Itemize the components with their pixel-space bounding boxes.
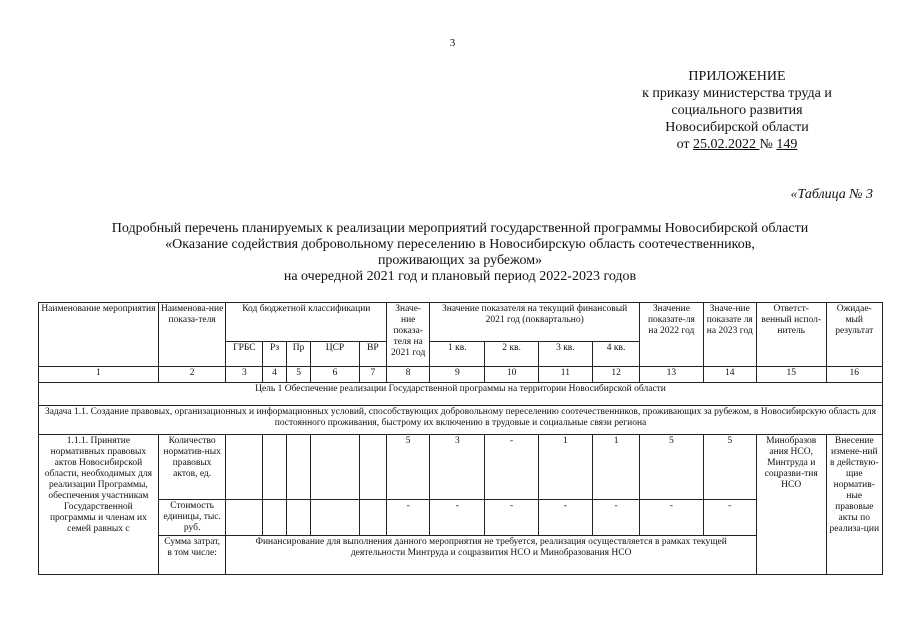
column-number: 13 [640,367,704,383]
title-line-2: «Оказание содействия добровольному переселению в Новосибирскую область соотечественников, [165,237,755,252]
approval-date-line [612,136,862,153]
subheader-q2: 2 кв. [485,342,538,367]
value-cell: 5 [703,435,756,500]
value-cell: 1 [593,435,640,500]
header-indicator-name: Наименова-ние показа-теля [158,303,226,367]
approval-line-3: социального развития [671,103,803,118]
column-number: 11 [538,367,592,383]
header-executor: Ответст-венный испол-нитель [756,303,826,367]
approval-number: 149 [776,137,798,152]
subheader-q4: 4 кв. [593,342,640,367]
empty-cell [359,435,387,500]
subheader-vr: ВР [359,342,387,367]
column-number: 8 [387,367,430,383]
value-cell: - [538,500,592,536]
column-number: 5 [286,367,311,383]
column-number: 1 [39,367,159,383]
empty-cell [226,435,263,500]
approval-line-4: Новосибирской области [665,120,809,135]
value-cell: 5 [387,435,430,500]
task-row: Задача 1.1. Создание правовых, организационных и информационных условий, способствующих добровольному переселению соотечественников, проживающих за рубежом, в Новосибирскую область для постоянного проживания, быстрому их включению в трудовые и социальные связи региона [39,406,883,435]
header-value-2021: Значе-ние показа-теля на 2021 год [387,303,430,367]
subheader-q3: 3 кв. [538,342,592,367]
subheader-csr: ЦСР [311,342,359,367]
value-cell: - [387,500,430,536]
header-event-name: Наименование мероприятия [39,303,159,367]
header-value-current: Значение показателя на текущий финансовый 2021 год (поквартально) [430,303,640,342]
indicator-cell: Количество норматив-ных правовых актов, ед. [158,435,226,500]
column-number: 16 [826,367,882,383]
header-value-2023: Значе-ние показате ля на 2023 год [703,303,756,367]
value-cell: - [485,435,538,500]
column-number: 15 [756,367,826,383]
header-value-2022: Значение показате-ля на 2022 год [640,303,704,367]
indicator-cell: Стоимость единицы, тыс. руб. [158,500,226,536]
value-cell: 1 [538,435,592,500]
column-number: 6 [311,367,359,383]
value-cell: - [593,500,640,536]
approval-block [612,68,862,153]
empty-cell [263,435,287,500]
column-number: 14 [703,367,756,383]
document-title [60,221,860,285]
table-label: «Таблица № 3 [790,187,873,202]
column-number: 3 [226,367,263,383]
empty-cell [359,500,387,536]
events-table [38,302,883,575]
value-cell: 3 [430,435,485,500]
empty-cell [311,500,359,536]
subheader-rz: Рз [263,342,287,367]
approval-line-1: ПРИЛОЖЕНИЕ [688,69,786,84]
executor-cell: Минобразов ания НСО, Минтруда и соцразви-тия НСО [756,435,826,575]
empty-cell [311,435,359,500]
value-cell: - [430,500,485,536]
header-budget-code: Код бюджетной классификации [226,303,387,342]
value-cell: - [485,500,538,536]
value-cell: - [640,500,704,536]
approval-number-sign: № [759,137,777,152]
column-number: 2 [158,367,226,383]
column-number: 9 [430,367,485,383]
column-number: 4 [263,367,287,383]
goal-row: Цель 1 Обеспечение реализации Государственной программы на территории Новосибирской области [39,383,883,406]
financing-note-cell: Финансирование для выполнения данного мероприятия не требуется, реализация осуществляется в рамках текущей деятельности Минтруда и соцразвития НСО и Минобразования НСО [226,536,756,575]
subheader-grbs: ГРБС [226,342,263,367]
table-row [39,536,883,575]
empty-cell [226,500,263,536]
table-row [39,500,883,536]
indicator-cell: Сумма затрат, в том числе: [158,536,226,575]
title-line-1: Подробный перечень планируемых к реализации мероприятий государственной программы Новосибирской области [111,221,809,236]
empty-cell [263,500,287,536]
column-number-row [39,367,883,383]
approval-date: 25.02.2022 [693,137,760,152]
column-number: 10 [485,367,538,383]
title-line-3: проживающих за рубежом» [377,253,543,268]
table-row [39,435,883,500]
empty-cell [286,435,311,500]
event-name-cell: 1.1.1. Принятие нормативных правовых актов Новосибирской области, необходимых для реализации Программы, обеспечения участникам Государственной программы и членам их семей равных с [39,435,159,575]
value-cell: - [703,500,756,536]
approval-date-prefix: от [676,137,694,152]
title-line-4: на очередной 2021 год и плановый период 2022-2023 годов [283,269,637,284]
subheader-pr: Пр [286,342,311,367]
expected-result-cell: Внесение измене-ний в действую-щие норматив-ные правовые акты по реализа-ции [826,435,882,575]
page-number: 3 [449,37,456,49]
header-expected-result: Ожидае-мый результат [826,303,882,367]
column-number: 12 [593,367,640,383]
empty-cell [286,500,311,536]
subheader-q1: 1 кв. [430,342,485,367]
approval-line-2: к приказу министерства труда и [642,86,832,101]
value-cell: 5 [640,435,704,500]
column-number: 7 [359,367,387,383]
